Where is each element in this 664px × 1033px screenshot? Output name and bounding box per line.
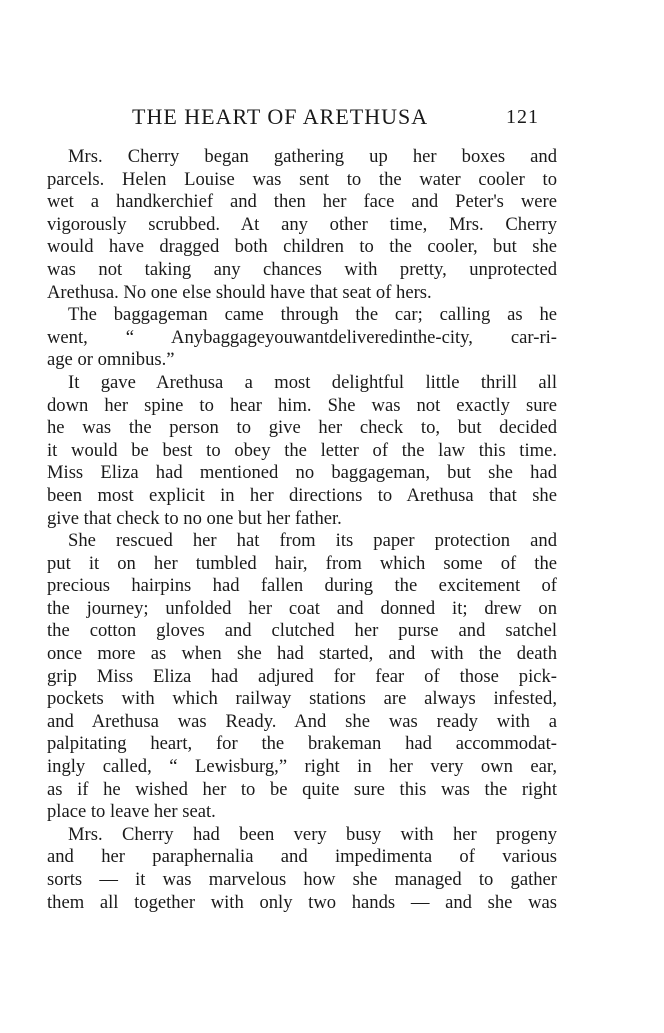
text-line: parcels. Helen Louise was sent to the water cooler to	[47, 168, 557, 190]
text-line: the cotton gloves and clutched her purse and satchel	[47, 620, 557, 642]
text-line: Mrs. Cherry had been very busy with her progeny	[68, 823, 557, 845]
text-line: sorts — it was marvelous how she managed to gather	[47, 869, 557, 890]
text-line: would have dragged both children to the cooler, but she	[47, 236, 557, 258]
running-title: THE HEART OF ARETHUSA	[132, 104, 429, 129]
text-line: been most explicit in her directions to Arethusa that she	[47, 484, 557, 506]
text-line: Arethusa. No one else should have that seat of hers.	[47, 281, 432, 303]
page-number: 121	[506, 106, 539, 128]
text-line: it would be best to obey the letter of the law this time.	[47, 439, 557, 461]
text-line: She rescued her hat from its paper protection and	[68, 530, 557, 552]
text-line: precious hairpins had fallen during the excitement of	[47, 575, 557, 597]
text-line: the journey; unfolded her coat and donned it; drew on	[47, 597, 557, 619]
text-line: ingly called, “ Lewisburg,” right in her very own ear,	[47, 756, 557, 778]
text-line: The baggageman came through the car; calling as he	[68, 304, 557, 326]
text-line: and Arethusa was Ready. And she was ready with a	[47, 710, 557, 732]
text-line: and her paraphernalia and impedimenta of various	[47, 846, 557, 868]
text-line: down her spine to hear him. She was not exactly sure	[47, 394, 557, 416]
text-line: age or omnibus.”	[47, 349, 175, 371]
text-line: put it on her tumbled hair, from which some of the	[47, 552, 557, 574]
text-line: give that check to no one but her father.	[47, 507, 342, 529]
text-line: grip Miss Eliza had adjured for fear of those pick-	[47, 665, 557, 687]
text-line: It gave Arethusa a most delightful little thrill all	[68, 371, 557, 393]
text-line: Miss Eliza had mentioned no baggageman, but she had	[47, 462, 557, 484]
body-text	[47, 146, 557, 914]
text-line: place to leave her seat.	[47, 801, 216, 823]
running-header	[0, 104, 664, 132]
text-line: as if he wished her to be quite sure this was the right	[47, 778, 557, 800]
text-line: was not taking any chances with pretty, unprotected	[47, 258, 557, 280]
text-line: vigorously scrubbed. At any other time, Mrs. Cherry	[47, 213, 557, 235]
text-line: wet a handkerchief and then her face and Peter's were	[47, 191, 557, 213]
text-line: Mrs. Cherry began gathering up her boxes and	[68, 146, 557, 167]
text-line: he was the person to give her check to, but decided	[47, 417, 557, 439]
text-line: went, “ Anybaggageyouwantdeliveredinthe-city, car-ri-	[47, 326, 557, 348]
text-line: once more as when she had started, and with the death	[47, 643, 557, 665]
text-line: pockets with which railway stations are always infested,	[47, 688, 557, 710]
text-line: palpitating heart, for the brakeman had accommodat-	[47, 733, 557, 755]
text-line: them all together with only two hands — and she was	[47, 891, 557, 913]
